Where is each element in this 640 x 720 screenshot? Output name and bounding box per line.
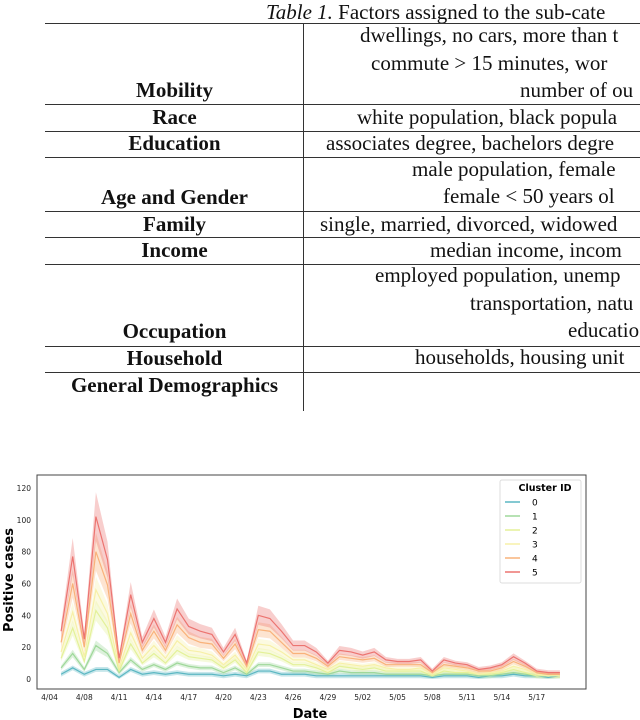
cell-line: employed population, unemp: [375, 263, 621, 287]
cell-line: white population, black popula: [357, 105, 618, 129]
cell-line: dwellings, no cars, more than t: [360, 23, 619, 47]
x-tick-label: 5/08: [423, 693, 441, 702]
cell-line: number of ou: [520, 78, 634, 102]
row-label-mobility: Mobility: [136, 78, 213, 102]
legend-box: [500, 480, 581, 583]
row-label-general-demographics: General Demographics: [70, 373, 279, 397]
x-tick-label: 5/17: [528, 693, 546, 702]
cell-line: median income, incom: [430, 238, 622, 262]
y-tick-label: 120: [16, 483, 31, 493]
y-tick-label: 100: [16, 515, 31, 525]
cell-line: households, housing unit: [415, 345, 625, 369]
x-tick-label: 4/23: [249, 693, 267, 702]
row-label-race: Race: [152, 105, 197, 129]
legend-entry: 1: [532, 512, 538, 523]
x-tick-label: 4/29: [319, 693, 337, 702]
legend: [500, 480, 581, 583]
x-tick-label: 4/26: [284, 693, 302, 702]
row-label-income: Income: [141, 238, 208, 262]
cell-line: educatio: [568, 318, 640, 342]
row-label-age-gender: Age and Gender: [101, 185, 248, 209]
row-label-education: Education: [128, 131, 221, 155]
x-tick-label: 4/04: [41, 693, 58, 702]
x-tick-label: 4/17: [180, 693, 198, 702]
y-tick-label: 0: [26, 675, 31, 684]
cell-line: commute > 15 minutes, wor: [371, 51, 608, 75]
legend-entry: 0: [532, 498, 538, 509]
cell-line: associates degree, bachelors degre: [326, 131, 615, 155]
x-tick-label: 4/08: [75, 693, 93, 702]
x-tick-label: 4/20: [215, 693, 232, 702]
caption-text: Factors assigned to the sub-cate: [338, 0, 606, 24]
x-tick-label: 4/11: [110, 693, 128, 702]
legend-entry: 5: [532, 568, 538, 579]
y-tick-label: 40: [21, 611, 31, 621]
positive-cases-chart: [0, 460, 640, 720]
cell-line: female < 50 years ol: [443, 184, 615, 208]
y-tick-label: 20: [21, 643, 31, 653]
x-tick-label: 5/14: [493, 693, 511, 702]
y-tick-label: 80: [21, 547, 31, 557]
legend-entry: 2: [532, 526, 538, 537]
row-label-household: Household: [126, 346, 223, 370]
legend-title: Cluster ID: [518, 483, 572, 494]
legend-entry: 3: [532, 540, 538, 551]
table-caption: [266, 0, 605, 24]
row-label-family: Family: [143, 212, 206, 236]
x-axis-label: Date: [292, 707, 328, 720]
caption-label: Table 1.: [266, 0, 333, 24]
x-tick-label: 5/05: [389, 693, 406, 702]
x-tick-label: 5/11: [458, 693, 476, 702]
cell-line: male population, female: [412, 157, 616, 181]
y-axis-label: Positive cases: [2, 528, 17, 632]
cell-line: single, married, divorced, widowed: [320, 212, 618, 236]
legend-entry: 4: [532, 554, 538, 565]
row-label-occupation: Occupation: [122, 319, 227, 343]
cell-line: transportation, natu: [470, 291, 634, 315]
x-tick-label: 4/14: [145, 693, 163, 702]
x-tick-label: 5/02: [354, 693, 372, 702]
y-tick-label: 60: [21, 579, 31, 589]
